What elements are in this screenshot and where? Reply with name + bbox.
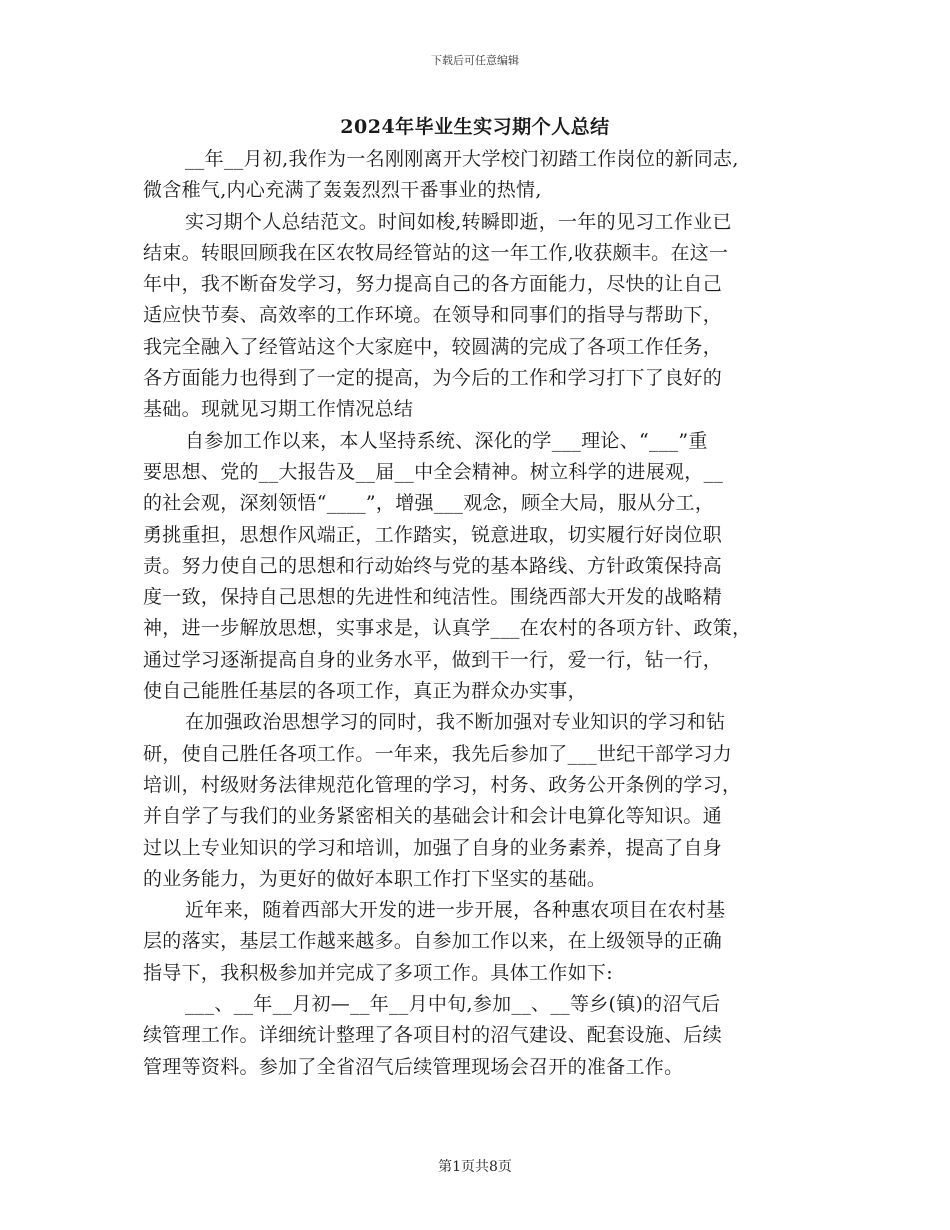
text-line: 结束。转眼回顾我在区农牧局经管站的这一年工作,收获颇丰。在这一 [143, 241, 729, 264]
text-line: 责。努力使自己的思想和行动始终与党的基本路线、方针政策保持高 [143, 554, 723, 577]
text-line: 各方面能力也得到了一定的提高，为今后的工作和学习打下了良好的 [143, 367, 723, 390]
text-line: 适应快节奏、高效率的工作环境。在领导和同事们的指导与帮助下， [143, 304, 723, 327]
text-line: 要思想、党的__大报告及__届__中全会精神。树立科学的进展观，__ [143, 460, 724, 483]
text-line: 层的落实，基层工作越来越多。自参加工作以来，在上级领导的正确 [143, 930, 723, 953]
text-line: 年中，我不断奋发学习，努力提高自己的各方面能力，尽快的让自己 [143, 273, 723, 296]
paragraph-4 [143, 707, 815, 895]
text-line: __年__月初,我作为一名刚刚离开大学校门初踏工作岗位的新同志, [185, 148, 739, 170]
text-line: 的社会观，深刻领悟“____”，增强___观念，顾全大局，服从分工， [143, 492, 715, 515]
text-line: 勇挑重担，思想作风端正，工作踏实，锐意进取，切实履行好岗位职 [143, 523, 723, 546]
document-title: 2024年毕业生实习期个人总结 [340, 116, 610, 138]
text-line: 续管理工作。详细统计整理了各项目村的沼气建设、配套设施、后续 [143, 1024, 723, 1047]
paragraph-1 [143, 144, 815, 207]
text-line: 培训，村级财务法律规范化管理的学习，村务、政务公开条例的学习， [143, 773, 742, 796]
text-line: 神，进一步解放思想，实事求是，认真学___在农村的各项方针、政策， [143, 617, 752, 640]
text-line: 在加强政治思想学习的同时，我不断加强对专业知识的学习和钻 [185, 711, 726, 734]
text-line: 近年来，随着西部大开发的进一步开展，各种惠农项目在农村基 [185, 899, 726, 922]
page-footer-number: 第1页共8页 [438, 1159, 512, 1175]
paragraph-2 [143, 207, 815, 426]
text-line: 实习期个人总结范文。时间如梭,转瞬即逝，一年的见习工作业已 [185, 210, 732, 233]
text-line: 的业务能力，为更好的做好本职工作打下坚实的基础。 [143, 867, 607, 890]
page-header-note: 下载后可任意编辑 [431, 54, 519, 67]
text-line: 使自己能胜任基层的各项工作，真正为群众办实事， [143, 680, 587, 703]
text-line: 基础。现就见习期工作情况总结 [143, 398, 414, 421]
text-line: 通过学习逐渐提高自身的业务水平，做到干一行，爱一行，钻一行， [143, 648, 723, 671]
text-line: 自参加工作以来，本人坚持系统、深化的学___理论、“___”重 [185, 429, 708, 452]
text-line: 并自学了与我们的业务紧密相关的基础会计和会计电算化等知识。通 [143, 805, 723, 828]
text-line: 度一致，保持自己思想的先进性和纯洁性。围绕西部大开发的战略精 [143, 586, 723, 609]
text-line: 指导下，我积极参加并完成了多项工作。具体工作如下: [143, 961, 613, 984]
text-line: 过以上专业知识的学习和培训，加强了自身的业务素养，提高了自身 [143, 836, 723, 859]
text-line: 微含稚气,内心充满了轰轰烈烈干番事业的热情, [143, 179, 542, 202]
text-line: 研，使自己胜任各项工作。一年来，我先后参加了___世纪干部学习力 [143, 742, 733, 765]
paragraph-5 [143, 895, 815, 989]
paragraph-6 [143, 989, 815, 1083]
text-line: 管理等资料。参加了全省沼气后续管理现场会召开的准备工作。 [143, 1055, 684, 1078]
paragraph-3 [143, 426, 815, 708]
text-line: ___、__年__月初—__年__月中旬,参加__、__等乡(镇)的沼气后 [185, 993, 721, 1016]
text-line: 我完全融入了经管站这个大家庭中，较圆满的完成了各项工作任务， [143, 335, 723, 358]
document-body [143, 144, 815, 1083]
